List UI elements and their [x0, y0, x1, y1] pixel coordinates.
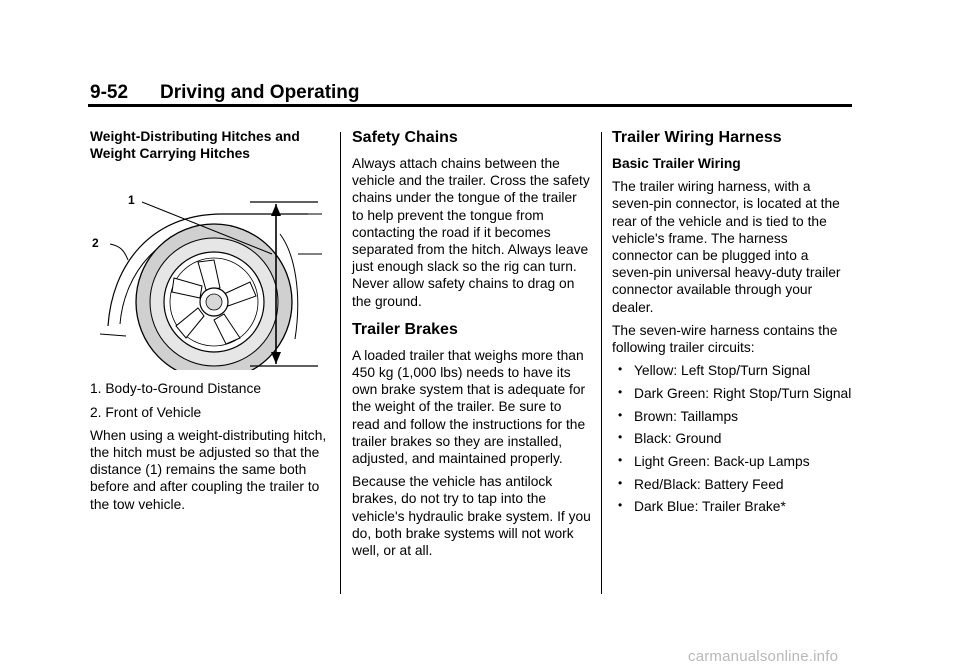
header-rule	[88, 104, 852, 107]
bullet-icon: •	[618, 430, 623, 445]
list-item: • Red/Black: Battery Feed	[618, 475, 784, 492]
list-item: • Light Green: Back-up Lamps	[618, 453, 810, 470]
circuits-intro: The seven-wire harness contains the following trailer circuits:	[612, 322, 838, 356]
page-number: 9-52	[90, 82, 129, 103]
bullet-icon: •	[618, 384, 623, 399]
wheel-figure	[90, 174, 335, 370]
caption-2: 2. Front of Vehicle	[90, 404, 202, 420]
wiring-harness-heading: Trailer Wiring Harness	[612, 129, 782, 146]
bullet-icon: •	[618, 453, 623, 468]
column-1	[90, 128, 335, 519]
trailer-brakes-heading: Trailer Brakes	[352, 320, 458, 338]
list-item: • Dark Green: Right Stop/Turn Signal	[618, 384, 852, 401]
figure-captions	[90, 380, 335, 420]
circuit-list	[612, 362, 852, 515]
callout-1: 1	[128, 193, 135, 208]
column-divider-1	[340, 132, 341, 594]
callout-2: 2	[92, 236, 99, 251]
antilock-text: Because the vehicle has antilock brakes, do not try to tap into the vehicle's hydraulic brake system. If you do, both brake systems will not work well, or at all.	[352, 474, 591, 559]
page-title: Driving and Operating	[160, 82, 360, 103]
trailer-brakes-text: A loaded trailer that weighs more than 450 kg (1,000 lbs) needs to have its own brake system that is adequate for the weight of the trailer. Be sure to read and follow the instructions for the trailer brakes so they are installed, adjusted, and maintained properly.	[352, 347, 586, 467]
list-item: • Yellow: Left Stop/Turn Signal	[618, 362, 811, 379]
wheel-illustration	[90, 174, 335, 370]
hitch-heading: Weight-Distributing Hitches and Weight Carrying Hitches	[90, 129, 300, 162]
page-header	[90, 82, 852, 106]
column-divider-2	[601, 132, 602, 594]
hitch-body: When using a weight-distributing hitch, the hitch must be adjusted so that the distance (1) remains the same both before and after coupling the trailer to the tow vehicle.	[90, 427, 327, 512]
wiring-text: The trailer wiring harness, with a seven-pin connector, is located at the rear of the vehicle and is tied to the vehicle's frame. The harness connector can be plugged into a seven-pin universal heavy-duty trailer connector available through your dealer.	[612, 179, 841, 315]
caption-1: 1. Body-to-Ground Distance	[90, 381, 262, 397]
safety-chains-text: Always attach chains between the vehicle and the trailer. Cross the safety chains under the tongue of the trailer to help prevent the tongue from contacting the road if it becomes separated from the hitch. Always leave just enough slack so the rig can turn. Never allow safety chains to drag on the ground.	[352, 156, 590, 309]
column-3	[612, 128, 852, 521]
safety-chains-heading: Safety Chains	[352, 129, 458, 146]
list-item: • Dark Blue: Trailer Brake*	[618, 498, 786, 515]
bullet-icon: •	[618, 362, 623, 377]
bullet-icon: •	[618, 498, 623, 513]
list-item: • Black: Ground	[618, 430, 722, 447]
column-2	[352, 128, 592, 565]
bullet-icon: •	[618, 407, 623, 422]
bullet-icon: •	[618, 475, 623, 490]
watermark[interactable]: carmanualsonline.info	[688, 648, 839, 665]
basic-wiring-subheading: Basic Trailer Wiring	[612, 156, 741, 171]
list-item: • Brown: Taillamps	[618, 407, 739, 424]
